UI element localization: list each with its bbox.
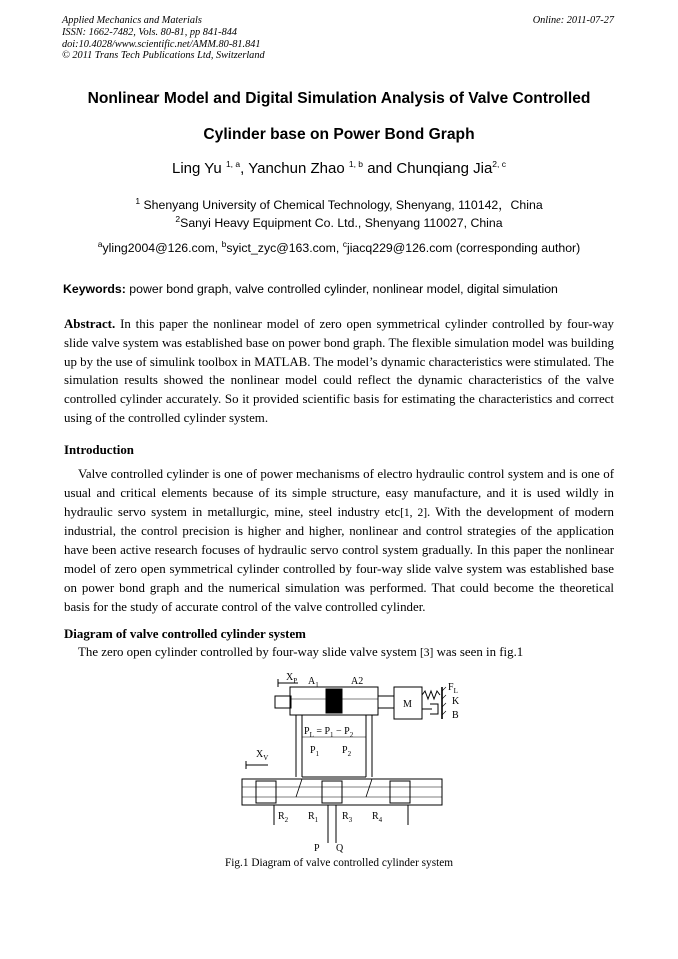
section-heading-introduction: Introduction (64, 443, 134, 457)
author-name: and Chunqiang Jia (363, 160, 493, 177)
diagram-text: was seen in fig.1 (433, 645, 524, 659)
affiliation-text: Shenyang University of Chemical Technology, Shenyang, 110142，China (140, 198, 543, 212)
journal-header (62, 15, 265, 62)
author-affiliation-mark: 2, c (492, 159, 506, 169)
abstract (64, 315, 614, 428)
label-pl-equation: $P_L = P_1 - P_2$ (304, 726, 354, 739)
label-xv: $X_V$ (256, 749, 269, 762)
keywords-text: power bond graph, valve controlled cylinder, nonlinear model, digital simulation (125, 282, 558, 296)
spring-k (422, 691, 440, 699)
paper-title-line-2: Cylinder base on Power Bond Graph (203, 126, 475, 143)
figure-caption: Fig.1 Diagram of valve controlled cylinder system (224, 857, 454, 869)
keywords (63, 282, 558, 296)
introduction-text: . With the development of modern industrial, the control precision is higher and higher, nonlinear and control strategies of the application have been active research focuses of hydraulic servo control system gradually. In this paper the nonlinear model of zero open symmetrical cylinder controlled by four-way slide valve system was established base on power bond graph and the numerical simulation was performed. That could become the theoretical basis for the study of accurate control of the valve controlled cylinder. (64, 504, 614, 614)
abstract-text: In this paper the nonlinear model of zero open symmetrical cylinder controlled by four-way slide valve system was established base on power bond graph. The flexible simulation model was building up by the use of simulink toolbox in MATLAB. The model’s dynamic characteristics were stimulated. The simulation results showed the nonlinear model could reflect the dynamic characteristics of the valve controlled cylinder accurately. So it provided scientific basis for estimating the characteristics and correct using of the controlled cylinder system. (64, 317, 614, 425)
label-q: Q (336, 843, 344, 853)
label-r2: $R_2$ (278, 811, 289, 824)
author-affiliation-mark: 1, a (225, 159, 241, 169)
email-link[interactable]: syict_zyc@163.com, (226, 241, 343, 255)
author-name: , Yanchun Zhao (240, 160, 349, 177)
keywords-label: Keywords: (63, 282, 126, 296)
email-mark: a (97, 238, 103, 249)
online-date: Online: 2011-07-27 (532, 15, 614, 26)
label-p1: $P_1$ (310, 745, 320, 758)
issn-line: ISSN: 1662-7482, Vols. 80-81, pp 841-844 (62, 26, 238, 38)
spool-land-1 (256, 781, 276, 803)
abstract-label: Abstract. (64, 317, 116, 331)
diagram-text: The zero open cylinder controlled by four-way slide valve system (78, 645, 420, 659)
label-b: B (452, 710, 459, 721)
label-r3: $R_3$ (342, 811, 353, 824)
author-list (0, 160, 678, 177)
journal-name: Applied Mechanics and Materials (62, 15, 202, 26)
spool-land-2 (322, 781, 342, 803)
email-mark: c (342, 238, 347, 249)
introduction-paragraph (64, 465, 614, 616)
diagram-paragraph (78, 645, 523, 660)
label-r4: $R_4$ (372, 811, 383, 824)
affiliation-number: 1 (135, 195, 141, 206)
label-a2: A2 (351, 676, 364, 687)
piston (326, 689, 342, 713)
author-name: Ling Yu (172, 160, 226, 177)
affiliation-2 (0, 213, 678, 230)
label-m: M (403, 699, 412, 710)
paper-title-line-1: Nonlinear Model and Digital Simulation Analysis of Valve Controlled (87, 90, 591, 107)
copyright-line: © 2011 Trans Tech Publications Ltd, Switzerland (62, 50, 265, 62)
citation-link[interactable]: [3] (419, 647, 434, 659)
affiliation-number: 2 (175, 213, 181, 224)
email-link[interactable]: jiacq229@126.com (corresponding author) (346, 241, 581, 255)
introduction-text: Valve controlled cylinder is one of power mechanisms of electro hydraulic control system and is one of usual and critical elements because of its simple structure, easy manufacture, and it is used wildly in hydraulic servo system in metallurgic, mine, steel industry etc (64, 467, 614, 519)
doi-line: doi:10.4028/www.scientific.net/AMM.80-81.841 (62, 38, 261, 50)
affiliation-1 (0, 195, 678, 213)
piston-rod-left (275, 696, 291, 708)
label-r1: $R_1$ (308, 811, 319, 824)
author-emails (0, 238, 678, 255)
label-fl: $F_L$ (448, 682, 458, 695)
label-a1: $A_1$ (308, 676, 319, 689)
email-mark: b (221, 238, 227, 249)
affiliation-text: Sanyi Heavy Equipment Co. Ltd., Shenyang 110027, China (180, 216, 503, 230)
label-p2: $P_2$ (342, 745, 352, 758)
author-affiliation-mark: 1, b (348, 159, 364, 169)
valve-port (366, 779, 372, 797)
label-k: K (452, 696, 460, 707)
piston-rod-right (378, 696, 394, 708)
label-p: P (314, 843, 320, 853)
valve-port (296, 779, 302, 797)
citation-link[interactable]: [1, 2] (400, 506, 428, 519)
label-xp: $X_P$ (286, 672, 298, 685)
valve-cylinder-diagram (238, 667, 468, 853)
email-link[interactable]: yling2004@126.com, (102, 241, 222, 255)
spool-land-3 (390, 781, 410, 803)
section-heading-diagram: Diagram of valve controlled cylinder system (64, 627, 306, 641)
